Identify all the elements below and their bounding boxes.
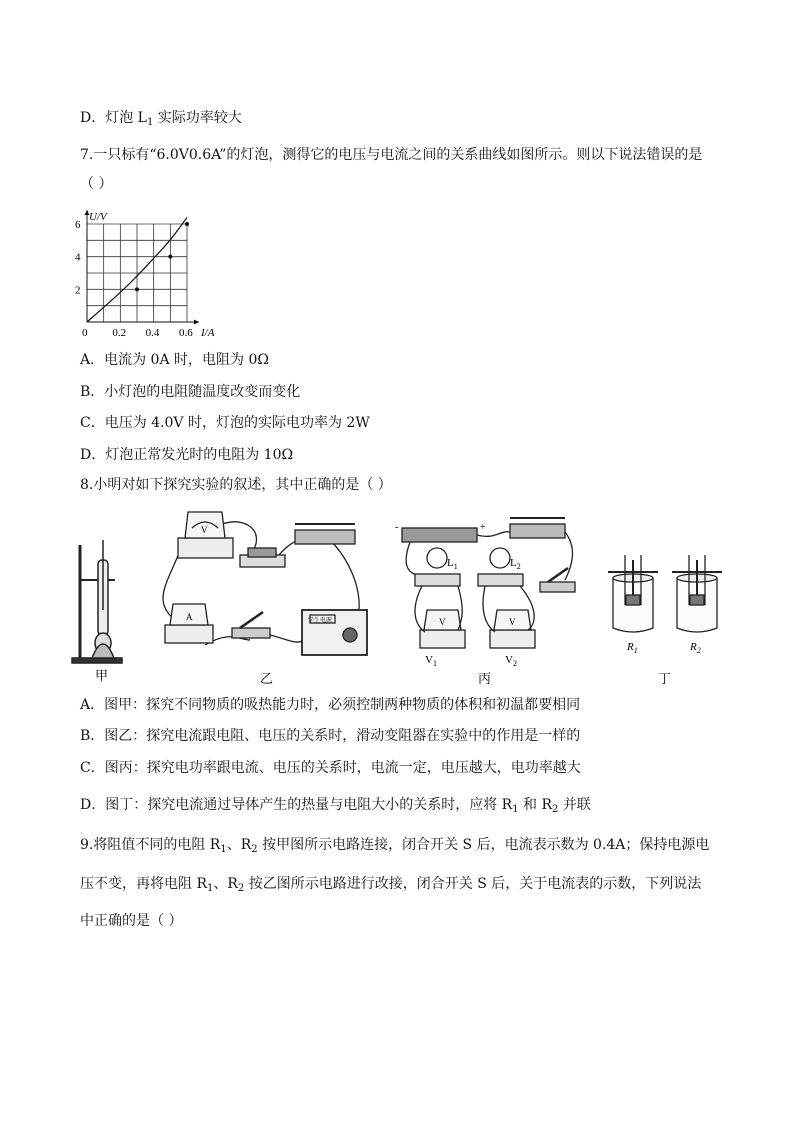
x-tick-label: 0.2	[112, 327, 127, 339]
label-ding: 丁	[658, 671, 672, 686]
x-tick-label: 0.6	[179, 327, 193, 339]
chart-series	[87, 217, 189, 322]
chart-grid	[87, 224, 187, 322]
q7-ui-graph	[70, 200, 230, 345]
fig-ding-jars	[608, 555, 722, 632]
q8-experiment-figure	[70, 500, 730, 690]
label-r1: $R_1$	[627, 641, 638, 655]
q6-option-d-sub: 1	[146, 117, 154, 128]
q9-line2-a: 压不变，再将电阻 R	[80, 876, 207, 892]
q9-line3: 中正确的是（ ）	[80, 913, 183, 929]
q9-line1-s1: 1	[220, 844, 227, 855]
label-power-supply: 学生电源	[308, 618, 333, 624]
chart-labels	[75, 211, 215, 339]
label-l1: $L_1$	[447, 557, 458, 571]
label-v2: $V_2$	[505, 654, 517, 668]
label-plus: +	[480, 522, 486, 533]
label-l2: $L_2$	[510, 557, 521, 571]
q7-bracket: （ ）	[80, 176, 113, 192]
fig-yi-circuit	[163, 512, 367, 655]
q8-option-d-sub1: 1	[512, 804, 519, 815]
q7-option-b: B．小灯泡的电阻随温度改变而变化	[80, 384, 301, 400]
label-v1: $V_1$	[425, 654, 437, 668]
q9-line2-b: 、R	[213, 876, 238, 892]
label-v1-dial: V	[439, 617, 446, 627]
label-ammeter: A	[186, 612, 193, 622]
q9-line1-b: 、R	[226, 837, 252, 853]
q8-stem: 8.小明对如下探究实验的叙述，其中正确的是（ ）	[80, 477, 392, 493]
marked-point	[168, 255, 172, 259]
y-axis-label: U/V	[89, 211, 107, 223]
x-axis-arrow	[194, 320, 199, 325]
q9-line1-c: 按甲图所示电路连接，闭合开关 S 后，电流表示数为 0.4A；保持电源电	[257, 837, 710, 853]
q8-option-d-suffix: 并联	[558, 797, 591, 813]
chart-axes	[85, 210, 200, 325]
label-minus: -	[395, 522, 399, 533]
q7-option-c: C．电压为 4.0V 时，灯泡的实际电功率为 2W	[80, 415, 370, 431]
label-v2-dial: V	[509, 617, 516, 627]
q6-option-d	[80, 108, 242, 133]
q8-option-b: B．图乙：探究电流跟电阻、电压的关系时，滑动变阻器在实验中的作用是一样的	[80, 728, 581, 744]
q8-option-d-mid: 和 R	[518, 797, 553, 813]
label-jia: 甲	[95, 668, 109, 683]
q8-option-a: A．图甲：探究不同物质的吸热能力时，必须控制两种物质的体积和初温都要相同	[80, 697, 581, 713]
label-yi: 乙	[260, 671, 274, 686]
marked-point	[135, 287, 139, 291]
q8-option-d-sub2: 2	[552, 804, 559, 815]
q9-line2-c: 按乙图所示电路进行改接，闭合开关 S 后，关于电流表的示数，下列说法	[244, 876, 702, 892]
q9-line2-s1: 1	[207, 883, 214, 894]
q7-option-a: A．电流为 0A 时，电阻为 0Ω	[80, 352, 269, 368]
x-axis-label: I/A	[201, 327, 215, 339]
q9-line1-s2: 2	[251, 844, 258, 855]
y-tick-label: 4	[75, 251, 81, 264]
q6-option-d-text: D．灯泡 L	[80, 110, 147, 126]
label-bing: 丙	[478, 671, 492, 686]
label-voltmeter: V	[201, 525, 208, 535]
label-r2: $R_2$	[690, 641, 701, 655]
fig-bing-circuit	[402, 518, 575, 648]
y-tick-label: 6	[75, 219, 81, 231]
origin-label: 0	[82, 327, 88, 339]
q8-option-d-text: D．图丁：探究电流通过导体产生的热量与电阻大小的关系时，应将 R	[80, 797, 513, 813]
q9-line2	[80, 874, 701, 899]
marked-point	[185, 222, 189, 226]
q7-option-d: D．灯泡正常发光时的电阻为 10Ω	[80, 447, 294, 463]
fig-jia-apparatus	[72, 540, 122, 663]
q8-option-d	[80, 795, 591, 820]
q9-line2-s2: 2	[237, 883, 245, 894]
q7-stem: 7.一只标有“6.0V0.6A”的灯泡，测得它的电压与电流之间的关系曲线如图所示。则以下说法错误的是	[80, 147, 703, 163]
q6-option-d-suffix: 实际功率较大	[153, 110, 242, 126]
q8-option-c: C．图丙：探究电功率跟电流、电压的关系时，电流一定，电压越大，电功率越大	[80, 760, 581, 776]
x-tick-label: 0.4	[145, 327, 160, 339]
y-tick-label: 2	[75, 284, 81, 297]
q9-line1	[80, 835, 709, 860]
q9-line1-a: 9.将阻值不同的电阻 R	[80, 837, 221, 853]
